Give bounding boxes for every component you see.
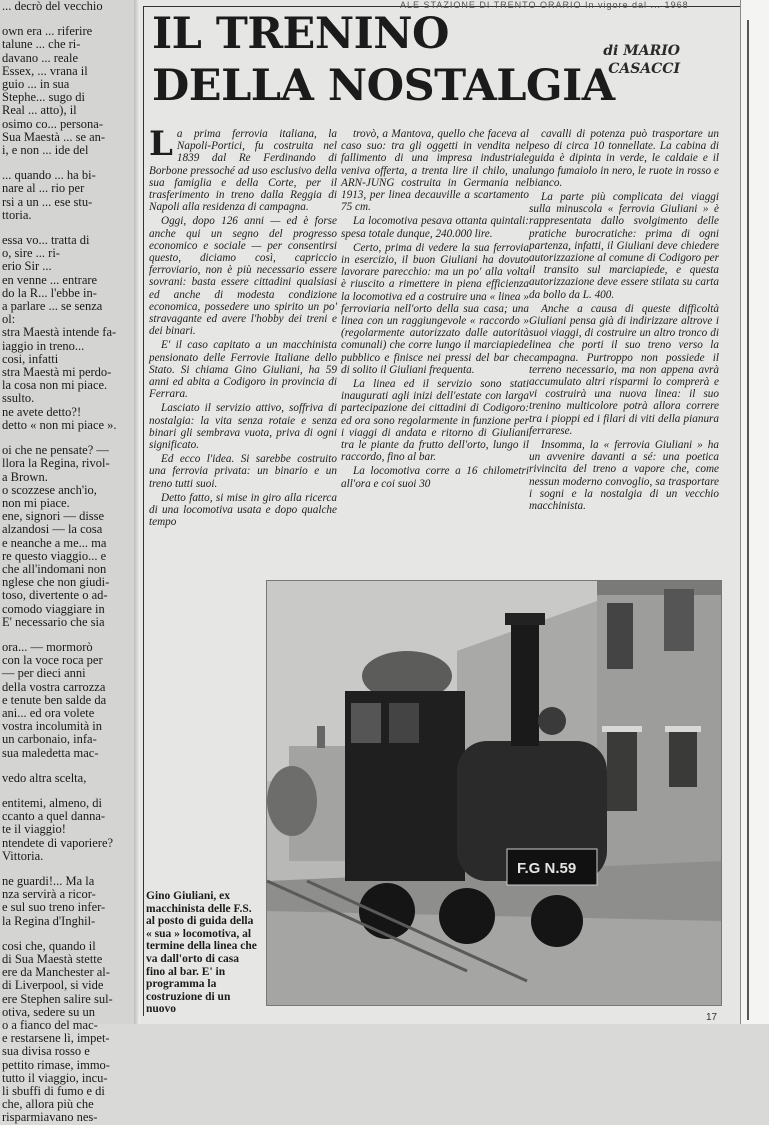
left-page-line: comodo viaggiare in	[2, 601, 105, 616]
article-paragraph: Anche a causa di queste difficoltà Giuliani pensa già di indirizzare altrove i suoi viaggi, di costruire un altro tronco di linea che porti il suo treno verso la campagna. Purtroppo non possiede il terreno necessario, ma non appena avrà accumulato altri risparmi lo comprerà e vi costruirà una nuova linea: il suo trenino multicolore potrà allora correre tra i pioppi ed i filari di viti della pianura ferrarese.	[529, 302, 719, 437]
left-page-line: sua maledetta mac-	[2, 745, 99, 760]
left-page-line: la Regina d'Inghil-	[2, 913, 96, 928]
left-page-line: ani... ed ora volete	[2, 705, 95, 720]
left-page-line: ssulto.	[2, 391, 35, 406]
left-page-line: osimo co... persona-	[2, 116, 104, 131]
left-page-gap	[0, 928, 136, 940]
left-page-line: rsi a un ... ese stu-	[2, 194, 93, 209]
left-page-line: alzandosi — la cosa	[2, 522, 103, 537]
left-page-line: ere Stephen salire sul-	[2, 991, 113, 1006]
left-page-line: Stephe... sugo di	[2, 90, 85, 105]
left-page-line: e sul suo treno infer-	[2, 900, 106, 915]
left-page-line: di Sua Maestà stette	[2, 952, 103, 966]
left-page-line: essa vo... tratta di	[2, 233, 90, 248]
article-paragraph	[149, 124, 337, 214]
left-page-line: un carbonaio, infa-	[2, 732, 97, 747]
left-page-line: cosi, infatti	[2, 351, 59, 366]
left-page-line: Vittoria.	[2, 848, 44, 863]
left-page-line: en venne ... entrare	[2, 272, 98, 287]
left-page-line: — per dieci anni	[2, 666, 86, 681]
left-page-line: ol:	[2, 312, 16, 327]
left-page-line: own era ... riferire	[2, 24, 93, 39]
article-paragraph: E' il caso capitato a un macchinista pensionato delle Ferrovie Italiane dello Stato. Si chiama Gino Giuliani, ha 59 anni ed abita a Codigoro in provincia di Ferrara.	[149, 339, 337, 401]
left-page-line: stra Maestà intende fa-	[2, 325, 117, 340]
left-page-line: tutto il viaggio, incu-	[2, 1070, 108, 1085]
drop-cap: L	[149, 124, 173, 164]
left-page-line: ere da Manchester al-	[2, 965, 110, 980]
title-line-2: DELLA NOSTALGIA	[152, 61, 615, 111]
left-page-line: ntendete di vaporiere?	[2, 835, 114, 850]
column-rule	[143, 6, 144, 1016]
left-page-line: a parlare ... se senza	[2, 299, 103, 314]
left-page-line: sua divisa rosso e	[2, 1044, 90, 1059]
left-page-line: stra Maestà mi perdo-	[2, 365, 112, 380]
page-gutter	[134, 0, 140, 1024]
left-page-fragment	[0, 0, 136, 1125]
left-page-line: Sua Maestà ... se an-	[2, 129, 106, 144]
left-page-line: li sbuffi di fumo e di	[2, 1084, 105, 1099]
article-paragraph: trovò, a Mantova, quello che faceva al caso suo: tra gli oggetti in vendita nel fallimento di una impresa industriale veniva offerta, a trenta lire il chilo, una ARN-JUNG costruita in Germania nel 1913, per linea decauville a scartamento 75 cm.	[341, 128, 529, 214]
left-page-line: erio Sir ...	[2, 259, 52, 274]
photo-caption: Gino Giuliani, ex macchinista delle F.S. al posto di guida della « sua » locomotiva, al termine della linea che va dall'orto di casa fino al bar. E' in programma la costruzione di un nuovo	[146, 890, 257, 1016]
text-column-3	[529, 128, 719, 514]
left-page-line: do la R... l'ebbe in-	[2, 285, 97, 300]
article-paragraph: La locomotiva corre a 16 chilometri all'ora e coi suoi 30	[341, 465, 529, 490]
article-paragraph: Insomma, la « ferrovia Giuliani » ha un avvenire davanti a sé: una poetica rivincita del treno a vapore che, come nessun moderno convoglio, sa trasportare i sogni e la nostalgia di un vecchio macchinista.	[529, 439, 719, 513]
title-line-1: IL TRENINO	[152, 9, 450, 59]
left-page-line: entitemi, almeno, di	[2, 795, 102, 810]
left-page-line: che, allora più che	[2, 1097, 94, 1112]
left-page-line: risparmiavano nes-	[2, 1110, 98, 1125]
left-page-line: llora la Regina, rivol-	[2, 456, 110, 471]
left-page-line: o, sire ... ri-	[2, 246, 60, 261]
text-column-2	[341, 128, 529, 492]
left-page-line: Real ... atto), il	[2, 103, 77, 118]
left-page-line: nglese che non giudi-	[2, 575, 110, 590]
author-line-1: di MARIO	[603, 43, 680, 59]
left-page-line: te il viaggio!	[2, 822, 66, 837]
left-page-line: i, e non ... ide del	[2, 143, 89, 158]
left-page-line: iaggio in treno...	[2, 338, 85, 353]
left-page-line: ne avete detto?!	[2, 404, 82, 419]
author-line-2: CASACCI	[608, 61, 680, 77]
left-page-line: cosi che, quando il	[2, 938, 96, 953]
left-page-line: che all'indomani non	[2, 561, 107, 576]
edge-stripe	[747, 20, 749, 1020]
left-page-line: ora... — mormorò	[2, 639, 93, 654]
left-page-line: ... quando ... ha bi-	[2, 168, 96, 183]
left-page-line: davano ... reale	[2, 50, 79, 65]
left-page-line: e neanche a me... ma	[2, 535, 107, 550]
left-page-line: ne guardi!... Ma la	[2, 873, 95, 888]
article-paragraph: La parte più complicata dei viaggi sulla minuscola « ferrovia Giuliani » è rappresentata dallo svolgimento delle pratiche burocratiche: prima di ogni partenza, infatti, il Giuliani deve chiedere autorizzazione al comune di Codigoro per il transito sul marciapiede, e questa autorizzazione deve essere stilata su carta da bollo da L. 400.	[529, 191, 719, 301]
right-page-edge	[740, 0, 769, 1024]
left-page-line: Essex, ... vrana il	[2, 63, 88, 78]
left-page-line: pettito rimase, immo-	[2, 1057, 110, 1072]
left-page-line: o a fianco del mac-	[2, 1018, 98, 1033]
left-page-line: toso, divertente o ad-	[2, 588, 108, 603]
left-page-line: o scozzese anch'io,	[2, 482, 97, 497]
article-paragraph: Certo, prima di vedere la sua ferrovia in esercizio, il buon Giuliani ha dovuto lavorare parecchio: ma un po' alla volta è riuscito a rimettere in piena efficienza la locomotiva ed a costruire una « linea » ferroviaria nell'orto della sua casa; una linea con un raggiungevole « raccordo » (regolarmente autorizzato dalle autorità comunali) che corre lungo il marciapiede pubblico e finisce nei pressi del bar che di solito il Giuliani frequenta.	[341, 241, 529, 376]
left-page-line: re questo viaggio... e	[2, 548, 107, 563]
left-page-line: talune ... che ri-	[2, 37, 81, 52]
article-paragraph: Lasciato il servizio attivo, soffriva di nostalgia: la vita senza rotaie e senza binari gli sembrava vuota, priva di ogni significato.	[149, 402, 337, 452]
left-page-line: e restarsene lì, impet-	[2, 1031, 110, 1046]
locomotive-plate-text: F.G N.59	[517, 860, 577, 877]
text-column-1	[149, 124, 337, 531]
article-paragraph: Oggi, dopo 126 anni — ed è forse anche qui un segno del progresso economico e sociale — per consentirsi questo, diciamo così, capriccio ferroviario, non è più necessario essere sovrani: basta essere cittadini qualsiasi ed anche di modesta condizione economica, possedere uno spirito un po' stravagante ed avere l'hobby dei treni e dei binari.	[149, 215, 337, 338]
left-page-line: e tenute ben salde da	[2, 692, 107, 707]
left-page-gap	[0, 760, 136, 772]
left-page-line: guio ... in sua	[2, 77, 70, 92]
left-page-line: della vostra carrozza	[2, 679, 106, 694]
left-page-line: di Liverpool, si vide	[2, 978, 104, 993]
left-page-line: otiva, sedere su un	[2, 1004, 96, 1019]
left-page-line: non mi piace.	[2, 495, 70, 510]
left-page-line: ccanto a quel danna-	[2, 809, 106, 824]
left-page-line: ttoria.	[2, 207, 32, 222]
left-page-line: con la voce roca per	[2, 653, 103, 668]
left-page-line: nare al ... rio per	[2, 181, 85, 196]
left-page-line: a Brown.	[2, 469, 48, 484]
running-head: ALE STAZIONE DI TRENTO ORARIO In vigore dal ... 1968	[400, 0, 689, 10]
left-page-line: oi che ne pensate? —	[2, 443, 109, 458]
article-paragraph: La locomotiva pesava ottanta quintali: spesa totale dunque, 240.000 lire.	[341, 215, 529, 240]
article-paragraph: Ed ecco l'idea. Si sarebbe costruito una ferrovia privata: un binario e un treno tutti suoi.	[149, 453, 337, 490]
article-paragraph: Detto fatto, si mise in giro alla ricerca di una locomotiva usata e dopo qualche tempo	[149, 491, 337, 529]
article-paragraph: cavalli di potenza può trasportare un peso di circa 10 tonnellate. La cabina di guida è dipinta in verde, le caldaie e il lungo fumaiolo in nero, le ruote in rosso e bianco.	[529, 128, 719, 189]
left-page-line: E' necessario che sia	[2, 614, 105, 629]
paragraph-text: a prima ferrovia italiana, la Napoli-Portici, fu costruita nel 1839 dal Re Ferdinando di Borbone pressoché ad uso esclusivo della sua famiglia e della Corte, per il trasferimento in treno dalla Reggia di Napoli alla residenza di campagna.	[149, 128, 337, 214]
left-page-line: ene, signori — disse	[2, 509, 105, 524]
author-byline	[570, 42, 680, 78]
left-page-line: nza servirà a ricor-	[2, 887, 96, 902]
left-page-line: vostra incolumità in	[2, 719, 102, 734]
left-page-line: ... decrò del vecchio	[2, 0, 103, 13]
locomotive-photo-illustration	[267, 581, 721, 1005]
page-number: 17	[706, 1012, 718, 1023]
left-page-line: la cosa non mi piace.	[2, 378, 108, 393]
article-paragraph: La linea ed il servizio sono stati inaugurati agli inizi dell'estate con larga partecipazione dei cittadini di Codigoro: ed ora sono regolarmente in funzione per i viaggi di andata e ritorno di Giuliani tra le piante da frutto dell'orto, lungo il raccordo, fino al bar.	[341, 378, 529, 464]
left-page-line: vedo altra scelta,	[2, 770, 87, 785]
locomotive-photo	[266, 580, 722, 1006]
left-page-line: detto « non mi piace ».	[2, 417, 117, 432]
